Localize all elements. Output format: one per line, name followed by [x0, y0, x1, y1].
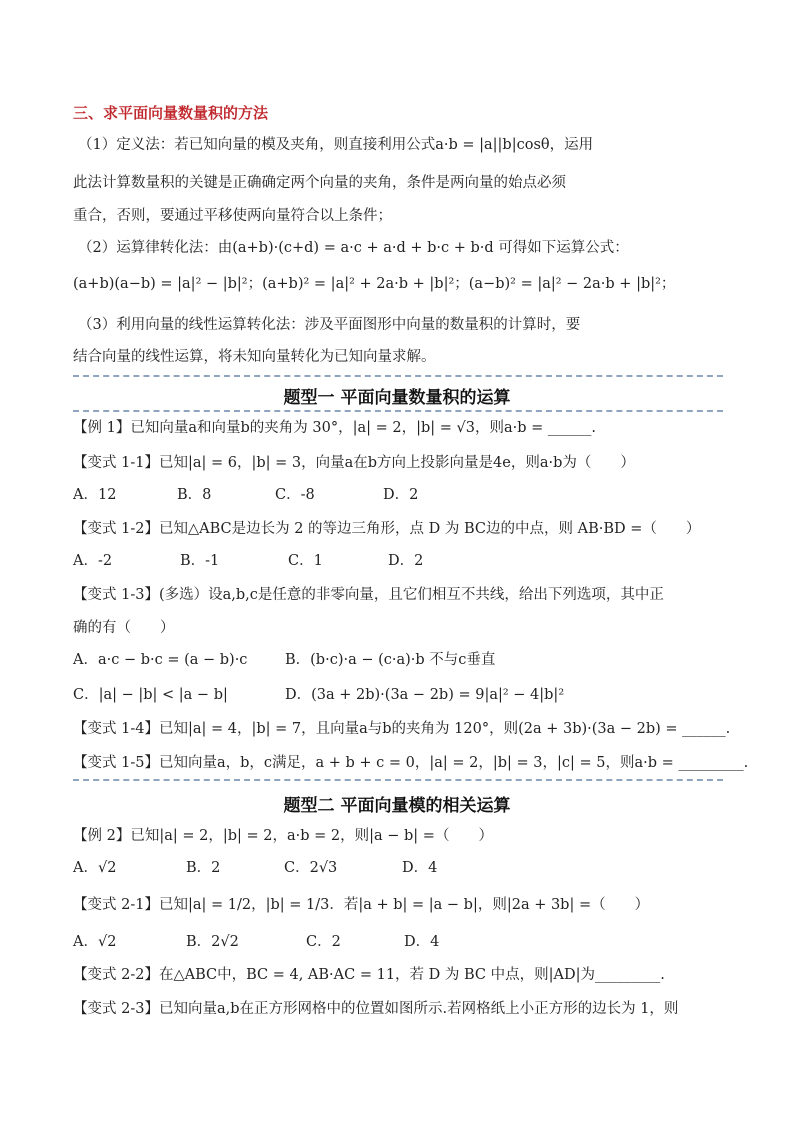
option-a[interactable]: A．√2: [73, 934, 117, 950]
divider-top-2: [73, 779, 723, 781]
topic2-heading: 题型二 平面向量模的相关运算: [283, 796, 511, 816]
topic1-heading: 题型一 平面向量数量积的运算: [283, 388, 511, 408]
method-3-line-1: （3）利用向量的线性运算转化法：涉及平面图形中向量的数量积的计算时，要: [78, 317, 581, 333]
option-b[interactable]: B．2√2: [186, 934, 239, 950]
variant-2-1-options: [73, 932, 439, 952]
option-d[interactable]: D．4: [402, 860, 438, 876]
variant-1-3-option-c[interactable]: C．|a| − |b| < |a − b|: [73, 687, 228, 703]
option-b[interactable]: B．2: [186, 860, 221, 876]
example-1: 【例 1】已知向量a和向量b的夹角为 30°，|a| = 2，|b| = √3，则a·b = ______.: [73, 420, 596, 436]
variant-2-3: 【变式 2-3】已知向量a,b在正方形网格中的位置如图所示.若网格纸上小正方形的边长为 1，则: [73, 1001, 679, 1017]
variant-1-3-option-a[interactable]: A．a·c − b·c = (a − b)·c: [73, 652, 248, 668]
method-1-line-1: （1）定义法：若已知向量的模及夹角，则直接利用公式a·b = |a||b|cosθ，运用: [78, 137, 594, 153]
option-c[interactable]: C．-8: [275, 487, 315, 503]
variant-1-2-options: [73, 551, 423, 571]
method-3-line-2: 结合向量的线性运算，将未知向量转化为已知向量求解。: [73, 349, 436, 365]
option-c[interactable]: C．2: [306, 934, 341, 950]
method-1-line-3: 重合，否则，要通过平移使两向量符合以上条件；: [73, 208, 392, 224]
option-d[interactable]: D．2: [388, 553, 424, 569]
option-a[interactable]: A．12: [73, 487, 117, 503]
option-b[interactable]: B．8: [177, 487, 212, 503]
variant-1-1: 【变式 1-1】已知|a| = 6，|b| = 3，向量a在b方向上投影向量是4e，则a·b为（ ）: [73, 455, 635, 471]
option-a[interactable]: A．-2: [73, 553, 113, 569]
method-1-line-2: 此法计算数量积的关键是正确确定两个向量的夹角，条件是两向量的始点必须: [73, 175, 566, 191]
option-a[interactable]: A．√2: [73, 860, 117, 876]
variant-1-3-option-b[interactable]: B．(b·c)·a − (c·a)·b 不与c垂直: [285, 652, 496, 668]
variant-2-2: 【变式 2-2】在△ABC中，BC = 4, AB·AC = 11，若 D 为 BC 中点，则|AD|为_________.: [73, 967, 665, 983]
section-title: 三、求平面向量数量积的方法: [73, 104, 269, 122]
variant-1-1-options: [73, 485, 418, 505]
divider-top: [73, 375, 723, 377]
option-b[interactable]: B．-1: [180, 553, 220, 569]
option-c[interactable]: C．2√3: [284, 860, 338, 876]
variant-1-2: 【变式 1-2】已知△ABC是边长为 2 的等边三角形，点 D 为 BC边的中点，则 AB·BD =（ ）: [73, 521, 701, 537]
method-2-formulas: (a+b)(a−b) = |a|² − |b|²；(a+b)² = |a|² + 2a·b + |b|²；(a−b)² = |a|² − 2a·b + |b|²；: [73, 276, 676, 292]
method-2-line-1: （2）运算律转化法：由(a+b)·(c+d) = a·c + a·d + b·c + b·d 可得如下运算公式：: [78, 240, 629, 256]
variant-1-3-option-d[interactable]: D．(3a + 2b)·(3a − 2b) = 9|a|² − 4|b|²: [285, 687, 565, 703]
variant-1-3: 【变式 1-3】(多选）设a,b,c是任意的非零向量，且它们相互不共线，给出下列选项，其中正: [73, 587, 664, 603]
variant-1-4: 【变式 1-4】已知|a| = 4，|b| = 7，且向量a与b的夹角为 120°，则(2a + 3b)·(3a − 2b) = ______.: [73, 721, 731, 737]
option-c[interactable]: C．1: [288, 553, 323, 569]
variant-2-1: 【变式 2-1】已知|a| = 1/2，|b| = 1/3．若|a + b| = |a − b|，则|2a + 3b| =（ ）: [73, 897, 650, 913]
example-2: 【例 2】已知|a| = 2，|b| = 2，a·b = 2，则|a − b| =（ ）: [73, 828, 493, 844]
example-2-options: [73, 858, 437, 878]
option-d[interactable]: D．2: [383, 487, 419, 503]
variant-1-3-cont: 确的有（ ）: [73, 620, 175, 636]
option-d[interactable]: D．4: [404, 934, 440, 950]
divider-bottom: [73, 410, 723, 412]
variant-1-5: 【变式 1-5】已知向量a，b，c满足，a + b + c = 0，|a| = 2，|b| = 3，|c| = 5，则a·b = _________.: [73, 755, 749, 771]
